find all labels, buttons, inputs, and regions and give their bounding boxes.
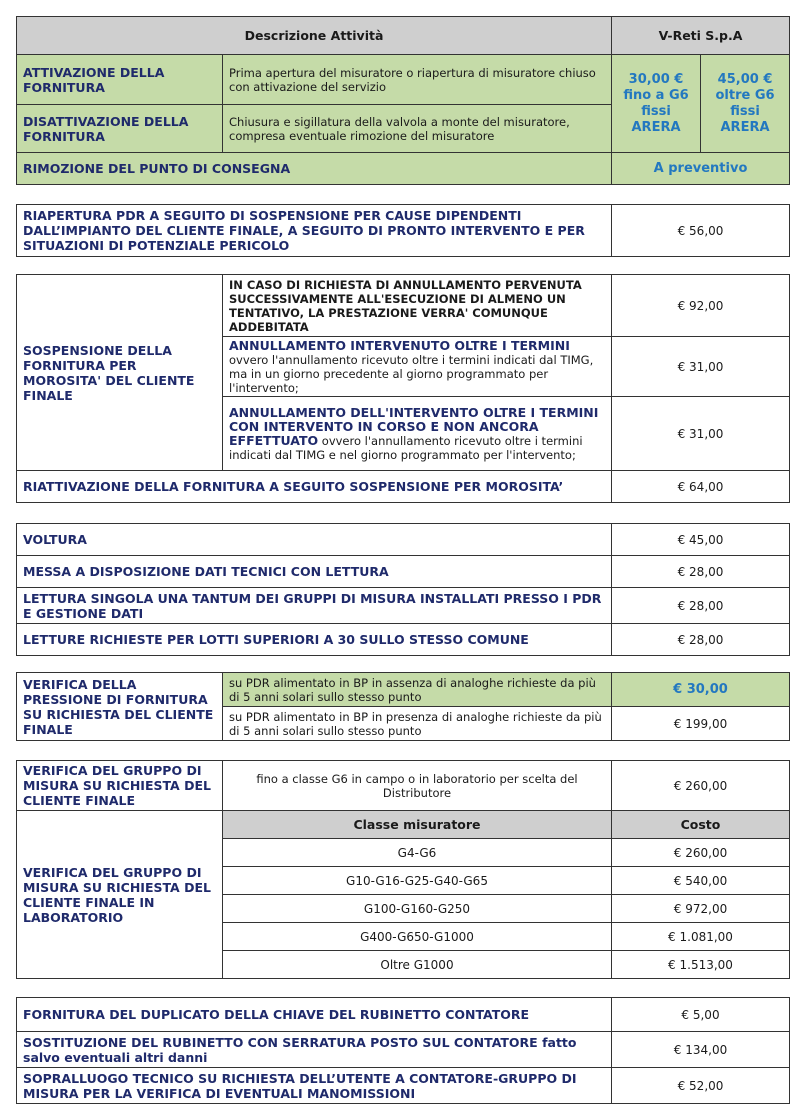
- col-classe-misuratore: Classe misuratore: [223, 811, 612, 839]
- lab-costo: € 260,00: [612, 839, 790, 867]
- sospensione-row2-title: ANNULLAMENTO INTERVENUTO OLTRE I TERMINI: [229, 337, 570, 353]
- rubinetto-price: € 134,00: [612, 1032, 790, 1068]
- row-dati-tecnici: [17, 556, 790, 588]
- lab-classe: G10-G16-G25-G40-G65: [223, 867, 612, 895]
- dati-tecnici-price: € 28,00: [612, 556, 790, 588]
- price-b-line4: ARERA: [720, 119, 770, 135]
- table-riapertura: [16, 204, 790, 257]
- row-rimozione: [17, 153, 790, 185]
- price-fino-g6: [612, 55, 701, 153]
- gruppo-lab-label: VERIFICA DEL GRUPPO DI MISURA SU RICHIESTA DEL CLIENTE FINALE IN LABORATORIO: [17, 811, 223, 979]
- row-sopralluogo: [17, 1068, 790, 1104]
- pressione-row2-price: € 199,00: [612, 707, 790, 741]
- row-sospensione-1: [17, 275, 790, 337]
- table-chiave: [16, 997, 790, 1104]
- lab-classe: G100-G160-G250: [223, 895, 612, 923]
- price-a-line4: ARERA: [631, 119, 681, 135]
- col-costo: Costo: [612, 811, 790, 839]
- lab-classe: Oltre G1000: [223, 951, 612, 979]
- letture-lotti-label: LETTURE RICHIESTE PER LOTTI SUPERIORI A 30 SULLO STESSO COMUNE: [17, 624, 612, 656]
- table-voltura: [16, 523, 790, 656]
- chiave-price: € 5,00: [612, 998, 790, 1032]
- price-b-line3: fissi: [730, 103, 760, 119]
- row-chiave: [17, 998, 790, 1032]
- table-header: [17, 17, 790, 55]
- table-attivazione: [16, 16, 790, 185]
- row-riapertura: [17, 205, 790, 257]
- row-letture-lotti: [17, 624, 790, 656]
- sospensione-row3-title: ANNULLAMENTO DELL'INTERVENTO OLTRE I TERMINI CON INTERVENTO IN CORSO E NON ANCORA EFFETTUATO: [229, 404, 599, 448]
- lab-costo: € 540,00: [612, 867, 790, 895]
- pressione-row1-text: su PDR alimentato in BP in assenza di analoghe richieste da più di 5 anni solari sullo stesso punto: [223, 673, 612, 707]
- header-company: V-Reti S.p.A: [612, 17, 790, 55]
- row-attivazione: [17, 55, 790, 105]
- pressione-row2-text: su PDR alimentato in BP in presenza di analoghe richieste da più di 5 anni solari sullo stesso punto: [223, 707, 612, 741]
- sospensione-row2-price: € 31,00: [612, 337, 790, 397]
- table-gruppo-misura: [16, 760, 790, 979]
- table-pressione: [16, 672, 790, 741]
- sospensione-row2-text: ovvero l'annullamento ricevuto oltre i termini indicati dal TIMG, ma in un giorno precedente al giorno programmato per l'intervento;: [229, 352, 594, 395]
- price-a-line2: fino a G6: [623, 87, 689, 103]
- price-a-line3: fissi: [641, 103, 671, 119]
- riapertura-label: RIAPERTURA PDR A SEGUITO DI SOSPENSIONE PER CAUSE DIPENDENTI DALL’IMPIANTO DEL CLIENTE FINALE, A SEGUITO DI PRONTO INTERVENTO E PER SITUAZIONI DI POTENZIALE PERICOLO: [17, 205, 612, 257]
- price-oltre-g6: [701, 55, 790, 153]
- gruppo-campo-label: VERIFICA DEL GRUPPO DI MISURA SU RICHIESTA DEL CLIENTE FINALE: [17, 761, 223, 811]
- table-sospensione: [16, 274, 790, 503]
- row-pressione-1: [17, 673, 790, 707]
- lab-costo: € 1.081,00: [612, 923, 790, 951]
- attivazione-desc: Prima apertura del misuratore o riapertura di misuratore chiuso con attivazione del servizio: [223, 55, 612, 105]
- attivazione-label: ATTIVAZIONE DELLA FORNITURA: [17, 55, 223, 105]
- rimozione-price: A preventivo: [612, 153, 790, 185]
- chiave-label: FORNITURA DEL DUPLICATO DELLA CHIAVE DEL RUBINETTO CONTATORE: [17, 998, 612, 1032]
- sospensione-row2-cell: [223, 337, 612, 397]
- price-b-line2: oltre G6: [715, 87, 775, 103]
- lab-costo: € 972,00: [612, 895, 790, 923]
- rubinetto-label: SOSTITUZIONE DEL RUBINETTO CON SERRATURA POSTO SUL CONTATORE fatto salvo eventuali altri danni: [17, 1032, 612, 1068]
- price-a-line1: 30,00 €: [628, 71, 684, 87]
- pressione-label: VERIFICA DELLA PRESSIONE DI FORNITURA SU RICHIESTA DEL CLIENTE FINALE: [17, 673, 223, 741]
- voltura-price: € 45,00: [612, 524, 790, 556]
- disattivazione-label: DISATTIVAZIONE DELLA FORNITURA: [17, 105, 223, 153]
- sospensione-row3-text: ovvero l'annullamento ricevuto oltre i termini indicati dal TIMG e nel giorno programmato per l'intervento;: [229, 433, 583, 462]
- pressione-row1-price: € 30,00: [612, 673, 790, 707]
- riapertura-price: € 56,00: [612, 205, 790, 257]
- row-lettura-singola: [17, 588, 790, 624]
- lab-classe: G400-G650-G1000: [223, 923, 612, 951]
- sospensione-row1-price: € 92,00: [612, 275, 790, 337]
- gruppo-campo-text: fino a classe G6 in campo o in laboratorio per scelta del Distributore: [223, 761, 612, 811]
- sopralluogo-label: SOPRALLUOGO TECNICO SU RICHIESTA DELL’UTENTE A CONTATORE-GRUPPO DI MISURA PER LA VERIFICA DI EVENTUALI MANOMISSIONI: [17, 1068, 612, 1104]
- row-lab-header: [17, 811, 790, 839]
- row-rubinetto: [17, 1032, 790, 1068]
- sospensione-row3-cell: [223, 397, 612, 471]
- letture-lotti-price: € 28,00: [612, 624, 790, 656]
- row-voltura: [17, 524, 790, 556]
- dati-tecnici-label: MESSA A DISPOSIZIONE DATI TECNICI CON LETTURA: [17, 556, 612, 588]
- disattivazione-desc: Chiusura e sigillatura della valvola a monte del misuratore, compresa eventuale rimozione del misuratore: [223, 105, 612, 153]
- price-b-line1: 45,00 €: [717, 71, 773, 87]
- lab-costo: € 1.513,00: [612, 951, 790, 979]
- sospensione-label: SOSPENSIONE DELLA FORNITURA PER MOROSITA' DEL CLIENTE FINALE: [17, 275, 223, 471]
- rimozione-label: RIMOZIONE DEL PUNTO DI CONSEGNA: [17, 153, 612, 185]
- header-description: Descrizione Attività: [17, 17, 612, 55]
- gruppo-campo-price: € 260,00: [612, 761, 790, 811]
- voltura-label: VOLTURA: [17, 524, 612, 556]
- row-riattivazione: [17, 471, 790, 503]
- sopralluogo-price: € 52,00: [612, 1068, 790, 1104]
- row-gruppo-campo: [17, 761, 790, 811]
- sospensione-row3-price: € 31,00: [612, 397, 790, 471]
- lettura-singola-label: LETTURA SINGOLA UNA TANTUM DEI GRUPPI DI MISURA INSTALLATI PRESSO I PDR E GESTIONE DATI: [17, 588, 612, 624]
- sospensione-row1-text: IN CASO DI RICHIESTA DI ANNULLAMENTO PERVENUTA SUCCESSIVAMENTE ALL'ESECUZIONE DI ALMENO UN TENTATIVO, LA PRESTAZIONE VERRA' COMUNQUE ADDEBITATA: [223, 275, 612, 337]
- lettura-singola-price: € 28,00: [612, 588, 790, 624]
- riattivazione-label: RIATTIVAZIONE DELLA FORNITURA A SEGUITO SOSPENSIONE PER MOROSITA’: [17, 471, 612, 503]
- lab-classe: G4-G6: [223, 839, 612, 867]
- riattivazione-price: € 64,00: [612, 471, 790, 503]
